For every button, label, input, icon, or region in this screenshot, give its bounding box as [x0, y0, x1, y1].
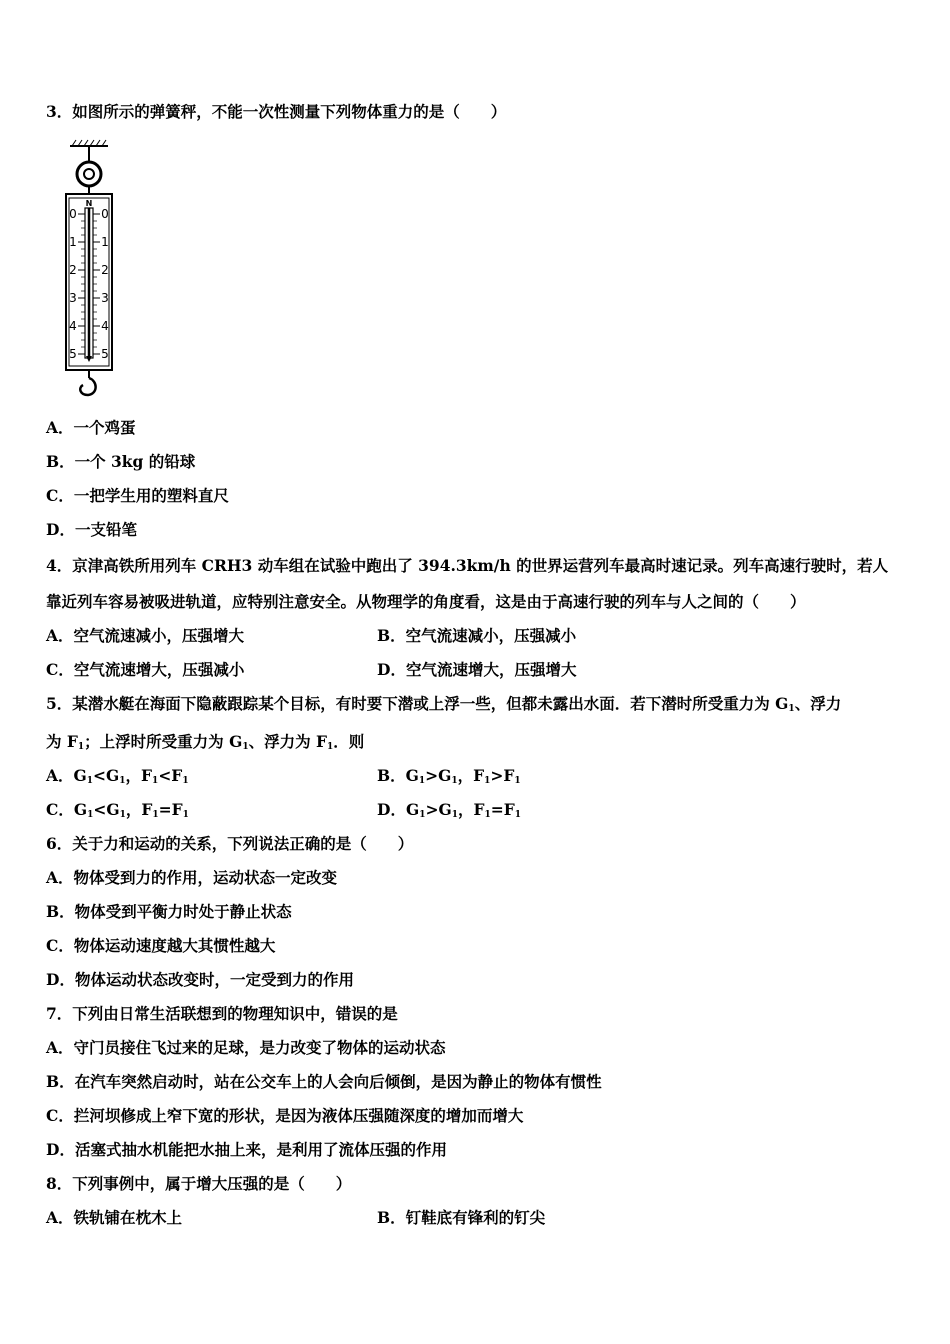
- q4-option-b: B．空气流速减小，压强减小: [377, 626, 577, 645]
- tick-label: 5: [101, 347, 109, 361]
- q6-option-c: C．物体运动速度越大其惯性越大: [46, 936, 276, 955]
- q4-stem-line2: 靠近列车容易被吸进轨道，应特别注意安全。从物理学的角度看，这是由于高速行驶的列车与人之间的（ ）: [46, 592, 806, 611]
- q3-option-d: D．一支铅笔: [46, 520, 137, 539]
- q3-option-b: B．一个 3kg 的铅球: [46, 452, 196, 471]
- q8-option-b: B．钉鞋底有锋利的钉尖: [377, 1208, 546, 1227]
- tick-label: 0: [101, 207, 109, 221]
- q4-option-d: D．空气流速增大，压强增大: [377, 660, 577, 679]
- q4-option-a: A．空气流速减小，压强增大: [46, 626, 245, 645]
- tick-label: 3: [69, 291, 77, 305]
- tick-label: 3: [101, 291, 109, 305]
- tick-label: 2: [101, 263, 109, 277]
- q5-stem-line1: 5．某潜水艇在海面下隐蔽跟踪某个目标，有时要下潜或上浮一些，但都未露出水面．若下潜时所受重力为 $G_1$、浮力: [46, 694, 842, 714]
- q6-option-a: A．物体受到力的作用，运动状态一定改变: [46, 868, 338, 887]
- tick-label: 0: [69, 207, 77, 221]
- q7-option-c: C．拦河坝修成上窄下宽的形状，是因为液体压强随深度的增加而增大: [46, 1106, 524, 1125]
- q5-option-b: B．$G_1>G_1$，$F_1>F_1$: [377, 766, 521, 786]
- spring-scale-figure: [58, 138, 120, 400]
- q4-option-c: C．空气流速增大，压强减小: [46, 660, 245, 679]
- q6-option-d: D．物体运动状态改变时，一定受到力的作用: [46, 970, 354, 989]
- tick-label: 2: [69, 263, 77, 277]
- tick-label: 1: [101, 235, 109, 249]
- q3-option-c: C．一把学生用的塑料直尺: [46, 486, 229, 505]
- q8-option-a: A．铁轨铺在枕木上: [46, 1208, 183, 1227]
- q5-option-c: C．$G_1<G_1$，$F_1=F_1$: [46, 800, 189, 820]
- tick-label: 4: [101, 319, 109, 333]
- q5-stem-line2: 为 $F_1$；上浮时所受重力为 $G_1$、浮力为 $F_1$．则: [46, 732, 365, 752]
- q4-stem-line1: 4．京津高铁所用列车 CRH3 动车组在试验中跑出了 394.3km/h 的世界运营列车最高时速记录。列车高速行驶时，若人: [46, 556, 889, 575]
- q5-option-d: D．$G_1>G_1$，$F_1=F_1$: [377, 800, 521, 820]
- q6-option-b: B．物体受到平衡力时处于静止状态: [46, 902, 292, 921]
- q3-option-a: A．一个鸡蛋: [46, 418, 136, 437]
- q5-option-a: A．$G_1<G_1$，$F_1<F_1$: [46, 766, 189, 786]
- tick-label: 5: [69, 347, 77, 361]
- q7-option-a: A．守门员接住飞过来的足球，是力改变了物体的运动状态: [46, 1038, 446, 1057]
- q7-option-b: B．在汽车突然启动时，站在公交车上的人会向后倾倒，是因为静止的物体有惯性: [46, 1072, 602, 1091]
- tick-label: 4: [69, 319, 77, 333]
- unit-label: N: [85, 199, 93, 208]
- q7-stem: 7．下列由日常生活联想到的物理知识中，错误的是: [46, 1004, 398, 1023]
- q7-option-d: D．活塞式抽水机能把水抽上来，是利用了流体压强的作用: [46, 1140, 447, 1159]
- tick-label: 1: [69, 235, 77, 249]
- q3-stem: 3．如图所示的弹簧秤，不能一次性测量下列物体重力的是（ ）: [46, 102, 507, 121]
- q6-stem: 6．关于力和运动的关系，下列说法正确的是（ ）: [46, 834, 414, 853]
- q8-stem: 8．下列事例中，属于增大压强的是（ ）: [46, 1174, 352, 1193]
